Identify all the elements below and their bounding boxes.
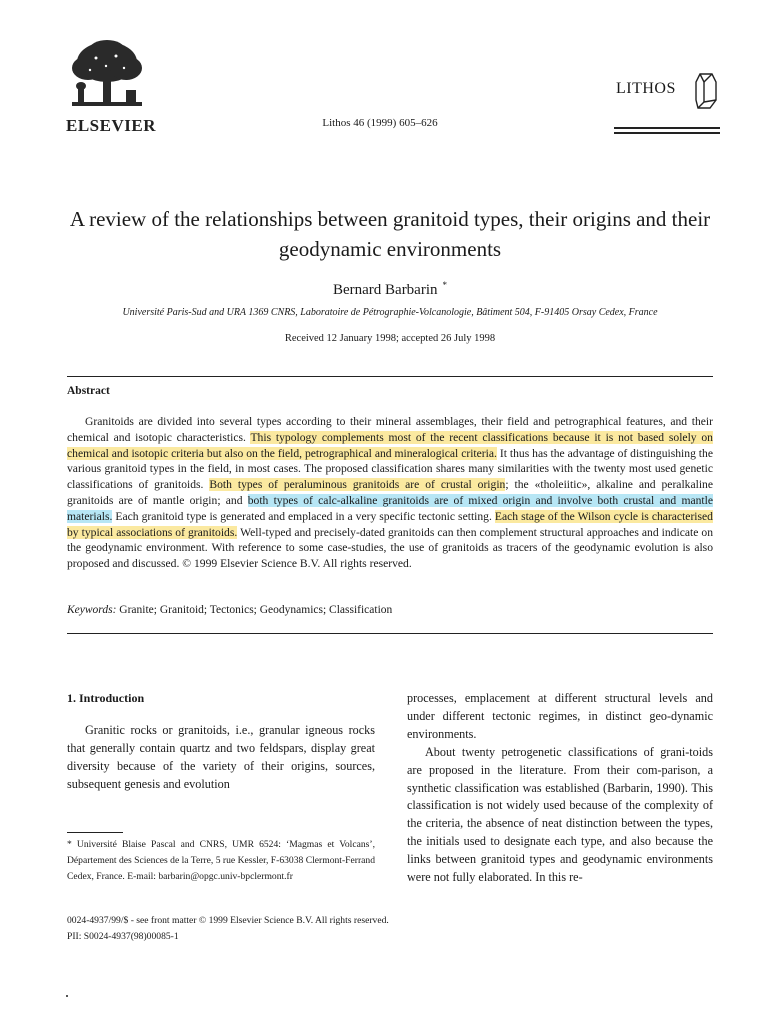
intro-column-right <box>407 690 713 887</box>
elsevier-logo <box>66 38 156 135</box>
journal-citation: Lithos 46 (1999) 605–626 <box>322 117 438 129</box>
footnote-rule <box>67 832 123 833</box>
keywords-list: Granite; Granitoid; Tectonics; Geodynamics; Classification <box>119 604 393 616</box>
affiliation: Université Paris-Sud and URA 1369 CNRS, Laboratoire de Pétrographie-Volcanologie, Bâtiment 504, F-91405 Orsay Cedex, France <box>122 307 658 318</box>
author-name: Bernard Barbarin <box>332 282 438 298</box>
intro-column-left: Granitic rocks or granitoids, i.e., granular igneous rocks that generally contain quartz and two feldspars, display great diversity because of the variety of their origins, sources, subsequent genesis and evolution <box>67 723 375 791</box>
abstract-segment: Each granitoid type is generated and emplaced in a very specific tectonic setting. <box>112 509 495 523</box>
abstract-segment: ; the «tholeiitic», alkaline and peralkaline granitoids are of mantle origin; and <box>67 478 714 507</box>
author-footnote-mark: * <box>442 280 448 290</box>
author-footnote: * Université Blaise Pascal and CNRS, UMR 6524: ‘Magmas et Volcans’, Département des Sciences de la Terre, 5 rue Kessler, F-63038 Clermont-Ferrand Cedex, France. E-mail: barbarin@opgc.univ-bpclermont.fr <box>67 839 375 882</box>
crystal-icon <box>694 72 718 110</box>
keywords-label: Keywords: <box>67 604 117 616</box>
paragraph: processes, emplacement at different structural levels and under different tectonic regimes, in distinct geo-dynamic environments. <box>407 691 713 741</box>
abstract-segment: Granitoids are divided into several types according to their mineral assemblages, their field and petrographical features, and their chemical and isotopic characteristics. <box>67 415 713 444</box>
elsevier-tree-icon <box>66 38 148 114</box>
received-dates: Received 12 January 1998; accepted 26 July 1998 <box>284 333 496 344</box>
divider <box>67 376 713 377</box>
page-mark <box>66 995 68 997</box>
pii-line: PII: S0024-4937(98)00085-1 <box>67 930 179 942</box>
keywords <box>67 604 392 616</box>
highlight-blue: both types of calc-alkaline granitoids are of mixed origin and involve both crustal and mantle materials. <box>67 493 713 523</box>
lithos-logo <box>614 72 720 134</box>
author-line <box>60 280 720 299</box>
abstract-segment: It thus has the advantage of distinguishing the various granitoid types in the field, in most cases. The proposed classification shares many similarities with the twenty most used genetic classifications of granitoids. <box>67 446 713 492</box>
article-title: A review of the relationships between granitoid types, their origins and their geodynamic environments <box>69 207 711 261</box>
abstract-text <box>67 414 713 572</box>
journal-name: LITHOS <box>616 80 676 97</box>
lithos-rules <box>614 124 720 134</box>
abstract-heading: Abstract <box>67 385 110 397</box>
highlight-yellow: Both types of peraluminous granitoids are of crustal origin <box>209 478 506 492</box>
divider <box>67 633 713 634</box>
issn-line: 0024-4937/99/$ - see front matter © 1999 Elsevier Science B.V. All rights reserved. <box>67 915 389 926</box>
abstract-segment: Well-typed and precisely-dated granitoids can then complement structural approaches and indicate on the geodynamic environment. With reference to some case-studies, the use of granitoids as tracers of the geodynamic evolution is also proposed and discussed. © 1999 Elsevier Science B.V. All rights reserved. <box>67 525 713 571</box>
highlight-yellow: Each stage of the Wilson cycle is characterised by typical associations of granitoids. <box>67 509 713 539</box>
paragraph: About twenty petrogenetic classifications of grani-toids are proposed in the literature. From their com-parison, a synthetic classification was established (Barbarin, 1990). This classification is not widely used because of the complexity of the criteria, the absence of neat distinction between the types, the initials used to designate each type, and also because the links between granitoid types and geodynamic environments were not fully elaborated. In this re- <box>407 744 713 885</box>
publisher-name: ELSEVIER <box>66 116 156 135</box>
section-heading: 1. Introduction <box>67 691 145 705</box>
highlight-yellow: This typology complements most of the recent classifications because it is not based solely on chemical and isotopic criteria but also on the field, petrographical and mineralogical criteria. <box>67 430 713 460</box>
front-matter <box>67 913 713 944</box>
